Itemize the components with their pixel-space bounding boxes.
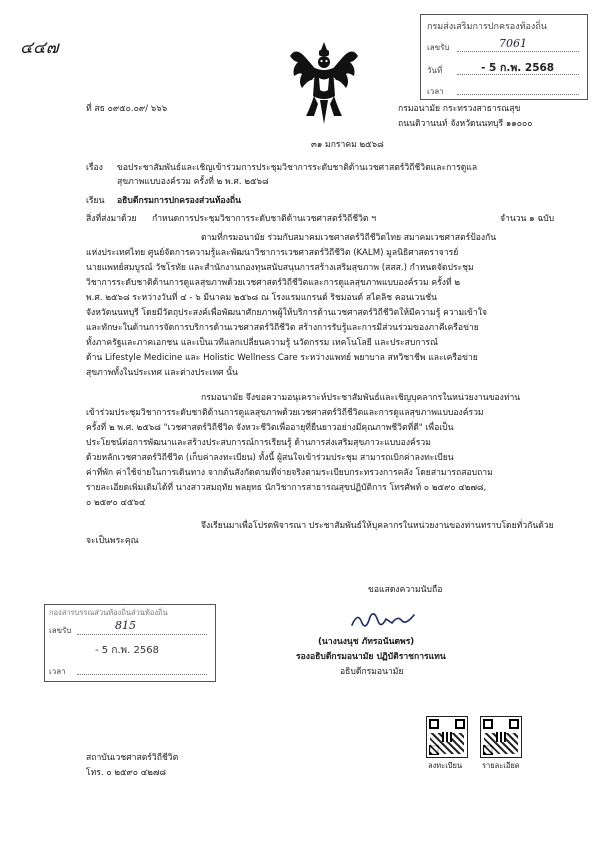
para1-line: จังหวัดนนทบุรี โดยมีวัตถุประสงค์เพื่อพัฒนาศักยภาพผู้ให้บริการด้านเวชศาสตร์วิถีชีวิตให้มีความรู้ ความเข้าใจ bbox=[86, 308, 487, 318]
stamp-date: - 5 ก.พ. 2568 bbox=[95, 645, 159, 656]
subject-line2: สุขภาพแบบองค์รวม ครั้งที่ ๒ พ.ศ. ๒๕๖๘ bbox=[117, 177, 269, 187]
para1-line: ตามที่กรมอนามัย ร่วมกับสมาคมเวชศาสตร์วิถีชีวิตไทย สมาคมเวชศาสตร์ป้องกัน bbox=[201, 233, 497, 243]
signature-icon bbox=[348, 607, 418, 633]
enclosure-label: สิ่งที่ส่งมาด้วย bbox=[86, 214, 137, 224]
para2-line: ค่าที่พัก ค่าใช้จ่ายในการเดินทาง จากต้นสังกัดตามที่จ่ายจริงตามระเบียบกระทรวงการคลัง โดยสามารถสอบถาม bbox=[86, 468, 493, 478]
enclosure-count: จำนวน ๑ ฉบับ bbox=[500, 214, 555, 224]
receive-stamp-top bbox=[420, 14, 588, 100]
handwritten-number: ๔๔๗ bbox=[20, 38, 59, 58]
para1-line: พ.ศ. ๒๕๖๘ ระหว่างวันที่ ๔ - ๖ มีนาคม ๒๕๖๘ ณ โรงแรมแกรนด์ ริชมอนด์ สไตลิช คอนเวนชั่น bbox=[86, 293, 437, 303]
stamp-number: 7061 bbox=[499, 37, 527, 50]
qr-caption: ลงทะเบียน bbox=[428, 761, 463, 770]
para2-line: ครั้งที่ ๒ พ.ศ. ๒๕๖๘ "เวชศาสตร์วิถีชีวิต จังหวะชีวิตเพื่ออายุที่ยืนยาวอย่างมีคุณภาพชีวิตที่ดี" เพื่อเป็น bbox=[86, 423, 454, 433]
qr-code-icon bbox=[480, 716, 522, 758]
signer-name: (นางนงนุช ภัทรอนันตพร) bbox=[318, 637, 415, 647]
letter-date: ๓๑ มกราคม ๒๕๖๘ bbox=[311, 140, 384, 150]
stamp-number-label: เลขรับ bbox=[427, 43, 450, 52]
to-recipient: อธิบดีกรมการปกครองส่วนท้องถิ่น bbox=[117, 196, 241, 206]
para2-line: ด้วยหลักเวชศาสตร์วิถีชีวิต (เก็บค่าลงทะเบียน) ทั้งนี้ ผู้สนใจเข้าร่วมประชุม สามารถเบิกค่าลงทะเบียน bbox=[86, 453, 454, 463]
stamp-date-label: วันที่ bbox=[427, 66, 443, 75]
ref-number: ที่ สธ ๐๙๕๐.๐๙/ ๖๖๖ bbox=[86, 104, 168, 114]
signer-title1: รองอธิบดีกรมอนามัย ปฏิบัติราชการแทน bbox=[296, 652, 446, 662]
enclosure: กำหนดการประชุมวิชาการระดับชาติด้านเวชศาสตร์วิถีชีวิต ฯ bbox=[152, 214, 377, 224]
signer-title2: อธิบดีกรมอนามัย bbox=[340, 667, 404, 677]
para2-line: เข้าร่วมประชุมวิชาการระดับชาติด้านการดูแลสุขภาพด้วยเวชศาสตร์วิถีชีวิตและการดูแลสุขภาพแบบองค์รวม bbox=[86, 408, 484, 418]
subject-line1: ขอประชาสัมพันธ์และเชิญเข้าร่วมการประชุมวิชาการระดับชาติด้านเวชศาสตร์วิถีชีวิตและการดูแล bbox=[117, 163, 478, 173]
stamp-time-label: เวลา bbox=[49, 667, 66, 676]
para2-line: ประโยชน์ต่อการพัฒนาและสร้างประสบการณ์การเรียนรู้ ด้านการส่งเสริมสุขภาวะแบบองค์รวม bbox=[86, 438, 431, 448]
footer-tel: โทร. ๐ ๒๕๙๐ ๔๒๗๘ bbox=[86, 768, 167, 778]
garuda-emblem-icon bbox=[286, 38, 362, 128]
to-label: เรียน bbox=[86, 196, 105, 206]
qr-code-icon bbox=[426, 716, 468, 758]
stamp-date: - 5 ก.พ. 2568 bbox=[481, 62, 555, 74]
para1-line: ทั้งภาครัฐและภาคเอกชน และเป็นเวทีแลกเปลี่ยนความรู้ นวัตกรรม เทคโนโลยี และประสบการณ์ bbox=[86, 338, 438, 348]
para2-line: กรมอนามัย จึงขอความอนุเคราะห์ประชาสัมพันธ์และเชิญบุคลากรในหน่วยงานของท่าน bbox=[201, 393, 521, 403]
para2-line: รายละเอียดเพิ่มเติมได้ที่ นางสาวสมฤทัย พลยุทธ นักวิชาการสาธารณสุขปฏิบัติการ โทรศัพท์ ๐ ๒๕๙๐ ๔๒๗๘, bbox=[86, 483, 487, 493]
para3-line: จึงเรียนมาเพื่อโปรดพิจารณา ประชาสัมพันธ์ให้บุคลากรในหน่วยงานของท่านทราบโดยทั่วกันด้วย bbox=[201, 521, 554, 531]
stamp-number: 815 bbox=[115, 619, 136, 632]
sender-address-line1: กรมอนามัย กระทรวงสาธารณสุข bbox=[398, 104, 521, 114]
closing: ขอแสดงความนับถือ bbox=[368, 585, 443, 595]
para1-line: วิชาการระดับชาติด้านการดูแลสุขภาพด้วยเวชศาสตร์วิถีชีวิตและการดูแลสุขภาพแบบองค์รวม ครั้งที่ ๒ bbox=[86, 278, 460, 288]
stamp-office: กรมส่งเสริมการปกครองท้องถิ่น bbox=[427, 22, 547, 32]
footer-office: สถาบันเวชศาสตร์วิถีชีวิต bbox=[86, 753, 179, 763]
stamp-number-label: เลขรับ bbox=[49, 626, 72, 635]
para1-line: นายแพทย์สมบูรณ์ วัชโรทัย และสำนักงานกองทุนสนับสนุนการสร้างเสริมสุขภาพ (สสส.) กำหนดจัดประชุม bbox=[86, 263, 474, 273]
para1-line: และทักษะในด้านการจัดการบริการด้านเวชศาสตร์วิถีชีวิต สร้างการรับรู้และการมีส่วนร่วมของภาคีเครือข่าย bbox=[86, 323, 479, 333]
receive-stamp-bottom bbox=[44, 604, 216, 682]
sender-address-line2: ถนนติวานนท์ จังหวัดนนทบุรี ๑๑๐๐๐ bbox=[398, 119, 533, 129]
stamp-time-label: เวลา bbox=[427, 87, 444, 96]
para1-line: ด้าน Lifestyle Medicine และ Holistic Wellness Care ระหว่างแพทย์ พยาบาล สหวิชาชีพ และเครือข่าย bbox=[86, 353, 478, 363]
para2-line: ๐ ๒๕๙๐ ๔๕๖๔ bbox=[86, 498, 146, 508]
subject-label: เรื่อง bbox=[86, 163, 103, 173]
para1-line: สุขภาพทั้งในประเทศ และต่างประเทศ นั้น bbox=[86, 368, 238, 378]
para1-line: แห่งประเทศไทย ศูนย์จัดการความรู้และพัฒนาวิชาการเวชศาสตร์วิถีชีวิต (KALM) มูลนิธิศาสตราจารย์ bbox=[86, 248, 459, 258]
qr-caption: รายละเอียด bbox=[482, 761, 520, 770]
para3-line: จะเป็นพระคุณ bbox=[86, 536, 139, 546]
stamp-office: กองสารบรรณส่วนท้องถิ่นส่วนท้องถิ่น bbox=[49, 608, 168, 617]
